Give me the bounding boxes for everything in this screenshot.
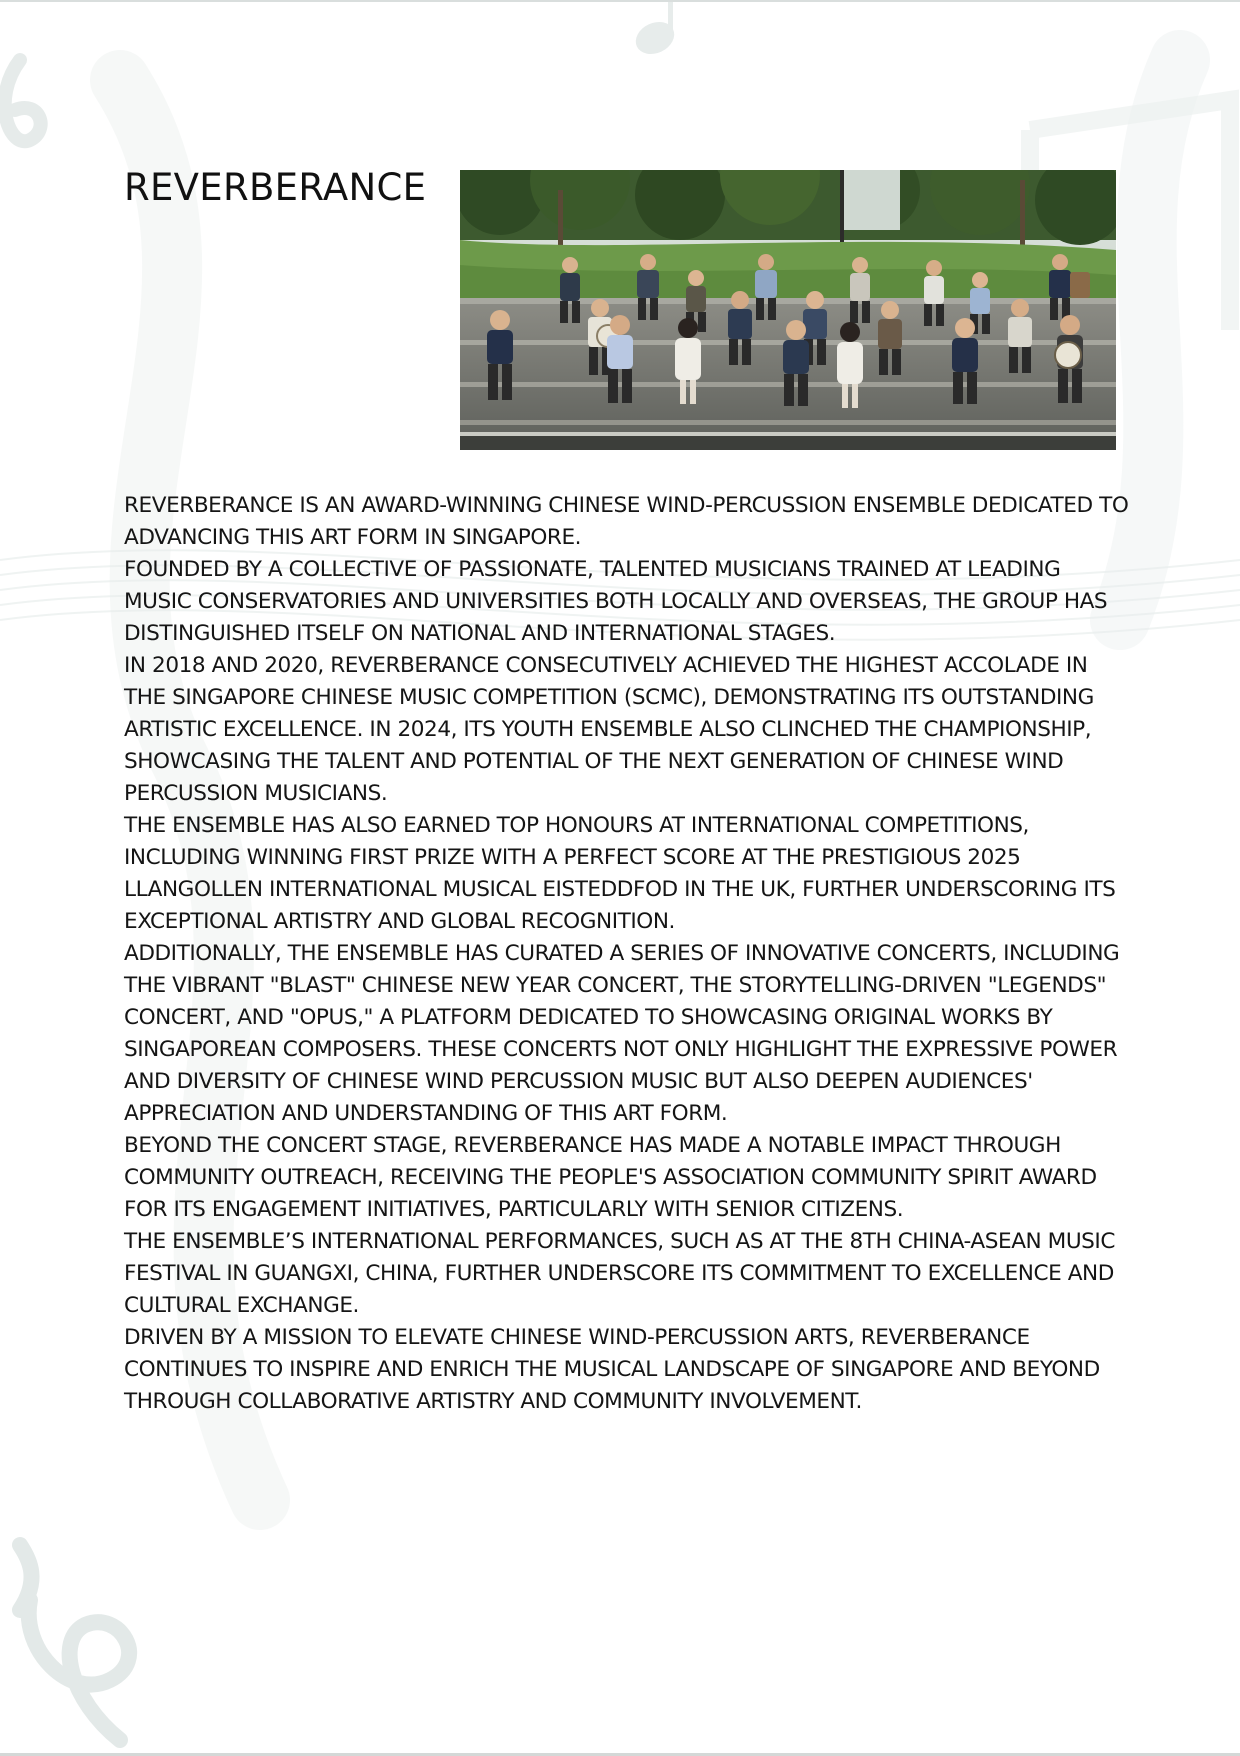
music-note-icon (631, 0, 680, 60)
paragraph-scmc-achievements: IN 2018 AND 2020, REVERBERANCE CONSECUTIVELY ACHIEVED THE HIGHEST ACCOLADE IN THE SINGAPORE CHINESE MUSIC COMPETITION (SCMC), DEMONSTRATING ITS OUTSTANDING ARTISTIC EXCELLENCE. IN 2024, ITS YOUTH ENSEMBLE ALSO CLINCHED THE CHAMPIONSHIP, SHOWCASING THE TALENT AND POTENTIAL OF THE NEXT GENERATION OF CHINESE WIND PERCUSSION MUSICIANS. (124, 653, 1094, 806)
top-border (0, 0, 1240, 2)
treble-clef-bottom-icon (20, 1545, 129, 1740)
ensemble-description (124, 490, 1134, 1418)
paragraph-founding: FOUNDED BY A COLLECTIVE OF PASSIONATE, TALENTED MUSICIANS TRAINED AT LEADING MUSIC CONSERVATORIES AND UNIVERSITIES BOTH LOCALLY AND OVERSEAS, THE GROUP HAS DISTINGUISHED ITSELF ON NATIONAL AND INTERNATIONAL STAGES. (124, 557, 1108, 646)
page-title: REVERBERANCE (124, 166, 427, 209)
paragraph-international-honours: THE ENSEMBLE HAS ALSO EARNED TOP HONOURS AT INTERNATIONAL COMPETITIONS, INCLUDING WINNING FIRST PRIZE WITH A PERFECT SCORE AT THE PRESTIGIOUS 2025 LLANGOLLEN INTERNATIONAL MUSICAL EISTEDDFOD IN THE UK, FURTHER UNDERSCORING ITS EXCEPTIONAL ARTISTRY AND GLOBAL RECOGNITION. (124, 813, 1116, 934)
treble-clef-icon (5, 60, 41, 141)
paragraph-international-performances: THE ENSEMBLE’S INTERNATIONAL PERFORMANCES, SUCH AS AT THE 8TH CHINA-ASEAN MUSIC FESTIVAL IN GUANGXI, CHINA, FURTHER UNDERSCORE ITS COMMITMENT TO EXCELLENCE AND CULTURAL EXCHANGE. (124, 1229, 1115, 1318)
paragraph-community-outreach: BEYOND THE CONCERT STAGE, REVERBERANCE HAS MADE A NOTABLE IMPACT THROUGH COMMUNITY OUTREACH, RECEIVING THE PEOPLE'S ASSOCIATION COMMUNITY SPIRIT AWARD FOR ITS ENGAGEMENT INITIATIVES, PARTICULARLY WITH SENIOR CITIZENS. (124, 1133, 1097, 1222)
paragraph-intro: REVERBERANCE IS AN AWARD-WINNING CHINESE WIND-PERCUSSION ENSEMBLE DEDICATED TO ADVANCING THIS ART FORM IN SINGAPORE. (124, 493, 1129, 550)
ensemble-group-photo (460, 170, 1116, 450)
paragraph-mission: DRIVEN BY A MISSION TO ELEVATE CHINESE WIND-PERCUSSION ARTS, REVERBERANCE CONTINUES TO INSPIRE AND ENRICH THE MUSICAL LANDSCAPE OF SINGAPORE AND BEYOND THROUGH COLLABORATIVE ARTISTRY AND COMMUNITY INVOLVEMENT. (124, 1325, 1100, 1414)
paragraph-concert-series: ADDITIONALLY, THE ENSEMBLE HAS CURATED A SERIES OF INNOVATIVE CONCERTS, INCLUDING THE VIBRANT "BLAST" CHINESE NEW YEAR CONCERT, THE STORYTELLING-DRIVEN "LEGENDS" CONCERT, AND "OPUS," A PLATFORM DEDICATED TO SHOWCASING ORIGINAL WORKS BY SINGAPOREAN COMPOSERS. THESE CONCERTS NOT ONLY HIGHLIGHT THE EXPRESSIVE POWER AND DIVERSITY OF CHINESE WIND PERCUSSION MUSIC BUT ALSO DEEPEN AUDIENCES' APPRECIATION AND UNDERSTANDING OF THIS ART FORM. (124, 941, 1120, 1126)
